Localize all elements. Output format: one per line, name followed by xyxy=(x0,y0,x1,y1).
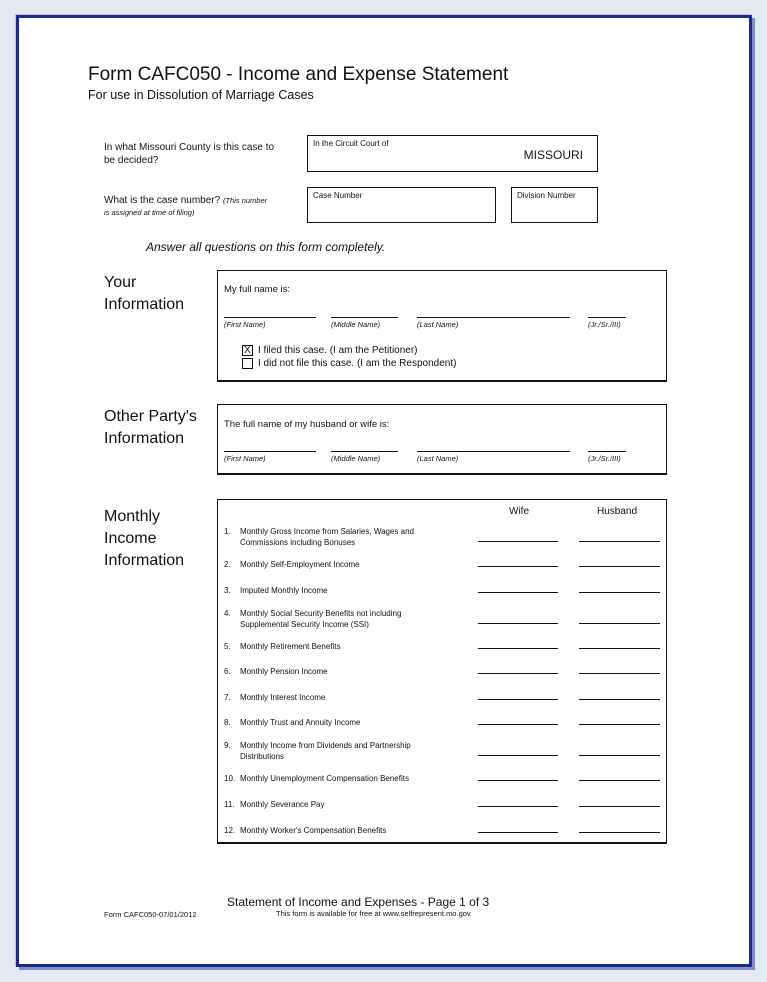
income-item-label-line1: Monthly Pension Income xyxy=(240,667,328,676)
wife-amount-line[interactable] xyxy=(478,592,558,593)
husband-amount-line[interactable] xyxy=(579,673,660,674)
your-first-name-line[interactable] xyxy=(224,317,316,318)
petitioner-checkbox[interactable]: X xyxy=(242,345,253,356)
income-item-number: 3. xyxy=(224,586,231,595)
wife-amount-line[interactable] xyxy=(478,724,558,725)
income-item-label-line2: Commissions including Bonuses xyxy=(240,537,356,547)
income-item-label xyxy=(240,609,401,630)
income-item-number: 7. xyxy=(224,693,231,702)
your-last-name-caption: (Last Name) xyxy=(417,320,459,329)
income-item-number: 5. xyxy=(224,642,231,651)
income-item-label xyxy=(240,826,386,837)
income-item-number: 10. xyxy=(224,774,236,783)
other-party-heading-line1: Other Party's xyxy=(104,408,197,425)
husband-amount-line[interactable] xyxy=(579,566,660,567)
income-item-label-line1: Imputed Monthly Income xyxy=(240,586,328,595)
other-first-name-line[interactable] xyxy=(224,451,316,452)
other-middle-name-line[interactable] xyxy=(331,451,398,452)
income-item-number: 2. xyxy=(224,560,231,569)
your-info-heading-line1: Your xyxy=(104,274,137,291)
income-item-label xyxy=(240,527,414,548)
income-item-number: 6. xyxy=(224,667,231,676)
your-middle-name-line[interactable] xyxy=(331,317,398,318)
other-party-heading xyxy=(104,406,197,450)
wife-amount-line[interactable] xyxy=(478,541,558,542)
case-number-label: Case Number xyxy=(313,191,363,200)
other-first-name-caption: (First Name) xyxy=(224,454,266,463)
county-question xyxy=(104,141,274,167)
husband-amount-line[interactable] xyxy=(579,755,660,756)
circuit-court-label: In the Circuit Court of xyxy=(313,139,389,148)
income-item-label-line1: Monthly Retirement Benefits xyxy=(240,642,341,651)
income-item-label xyxy=(240,586,328,597)
petitioner-option-label: I filed this case. (I am the Petitioner) xyxy=(258,345,418,356)
income-item-label xyxy=(240,800,325,811)
income-item-label-line1: Monthly Self-Employment Income xyxy=(240,560,360,569)
monthly-income-panel xyxy=(217,499,667,844)
income-item-label-line2: Distributions xyxy=(240,751,285,761)
income-item-label-line1: Monthly Unemployment Compensation Benefits xyxy=(240,774,409,783)
income-item-label-line1: Monthly Income from Dividends and Partnership xyxy=(240,741,411,750)
income-item-number: 1. xyxy=(224,527,231,536)
your-info-panel xyxy=(217,270,667,382)
wife-amount-line[interactable] xyxy=(478,673,558,674)
income-item-label xyxy=(240,667,328,678)
income-item-label xyxy=(240,774,409,785)
income-item-label xyxy=(240,560,360,571)
other-middle-name-caption: (Middle Name) xyxy=(331,454,381,463)
wife-amount-line[interactable] xyxy=(478,755,558,756)
husband-amount-line[interactable] xyxy=(579,724,660,725)
income-item-label-line1: Monthly Interest Income xyxy=(240,693,326,702)
monthly-income-heading-line2: Income xyxy=(104,530,157,547)
income-item-number: 4. xyxy=(224,609,231,618)
wife-amount-line[interactable] xyxy=(478,648,558,649)
husband-amount-line[interactable] xyxy=(579,541,660,542)
husband-amount-line[interactable] xyxy=(579,623,660,624)
your-suffix-line[interactable] xyxy=(588,317,626,318)
footer-availability: This form is available for free at www.selfrepresent.mo.gov xyxy=(276,909,471,918)
other-suffix-line[interactable] xyxy=(588,451,626,452)
husband-amount-line[interactable] xyxy=(579,832,660,833)
division-number-field[interactable] xyxy=(511,187,598,223)
county-question-line1: In what Missouri County is this case to xyxy=(104,142,275,153)
form-subtitle: For use in Dissolution of Marriage Cases xyxy=(88,88,314,102)
your-middle-name-caption: (Middle Name) xyxy=(331,320,381,329)
your-info-heading-line2: Information xyxy=(104,296,185,313)
husband-amount-line[interactable] xyxy=(579,699,660,700)
other-name-prompt: The full name of my husband or wife is: xyxy=(224,419,390,430)
income-item-label-line1: Monthly Worker's Compensation Benefits xyxy=(240,826,387,835)
husband-amount-line[interactable] xyxy=(579,648,660,649)
case-number-question xyxy=(104,194,267,207)
case-number-note: (This number xyxy=(222,196,268,205)
income-item-number: 12. xyxy=(224,826,236,835)
other-party-heading-line2: Information xyxy=(104,430,185,447)
respondent-option-label: I did not file this case. (I am the Respondent) xyxy=(258,358,457,369)
wife-amount-line[interactable] xyxy=(478,566,558,567)
income-item-label xyxy=(240,718,361,729)
respondent-checkbox[interactable] xyxy=(242,358,253,369)
your-last-name-line[interactable] xyxy=(417,317,570,318)
other-party-panel xyxy=(217,404,667,475)
division-number-label: Division Number xyxy=(517,191,576,200)
husband-column-header: Husband xyxy=(597,506,638,517)
wife-amount-line[interactable] xyxy=(478,832,558,833)
footer-page-title: Statement of Income and Expenses - Page 1 of 3 xyxy=(227,895,490,909)
county-question-line2: be decided? xyxy=(104,155,159,166)
income-item-label-line1: Monthly Severance Pay xyxy=(240,800,325,809)
other-suffix-caption: (Jr./Sr./III) xyxy=(588,454,621,463)
case-number-note-line2: is assigned at time of filing) xyxy=(104,208,195,217)
case-number-field[interactable] xyxy=(307,187,496,223)
circuit-court-field[interactable] xyxy=(307,135,598,172)
circuit-court-value: MISSOURI xyxy=(523,148,583,162)
income-item-number: 11. xyxy=(224,800,235,809)
husband-amount-line[interactable] xyxy=(579,780,660,781)
wife-amount-line[interactable] xyxy=(478,623,558,624)
wife-amount-line[interactable] xyxy=(478,806,558,807)
wife-amount-line[interactable] xyxy=(478,780,558,781)
monthly-income-heading-line3: Information xyxy=(104,552,185,569)
footer-form-id: Form CAFC050-07/01/2012 xyxy=(104,910,197,919)
income-item-number: 8. xyxy=(224,718,231,727)
income-item-number: 9. xyxy=(224,741,231,750)
income-item-label-line1: Monthly Trust and Annuity Income xyxy=(240,718,361,727)
case-number-question-text: What is the case number? xyxy=(104,195,221,206)
wife-amount-line[interactable] xyxy=(478,699,558,700)
monthly-income-heading xyxy=(104,506,184,572)
other-last-name-line[interactable] xyxy=(417,451,570,452)
form-title: Form CAFC050 - Income and Expense Statement xyxy=(88,64,509,85)
income-item-label-line1: Monthly Gross Income from Salaries, Wages and xyxy=(240,527,414,536)
your-name-prompt: My full name is: xyxy=(224,284,290,295)
monthly-income-heading-line1: Monthly xyxy=(104,508,161,525)
income-item-label xyxy=(240,693,325,704)
income-item-label-line2: Supplemental Security Income (SSI) xyxy=(240,619,369,629)
your-suffix-caption: (Jr./Sr./III) xyxy=(588,320,621,329)
other-last-name-caption: (Last Name) xyxy=(417,454,459,463)
your-first-name-caption: (First Name) xyxy=(224,320,266,329)
wife-column-header: Wife xyxy=(509,506,529,517)
husband-amount-line[interactable] xyxy=(579,806,660,807)
income-item-label-line1: Monthly Social Security Benefits not including xyxy=(240,609,402,618)
your-info-heading xyxy=(104,272,184,316)
income-item-label xyxy=(240,741,411,762)
instruction-text: Answer all questions on this form completely. xyxy=(146,240,386,254)
income-item-label xyxy=(240,642,341,653)
husband-amount-line[interactable] xyxy=(579,592,660,593)
